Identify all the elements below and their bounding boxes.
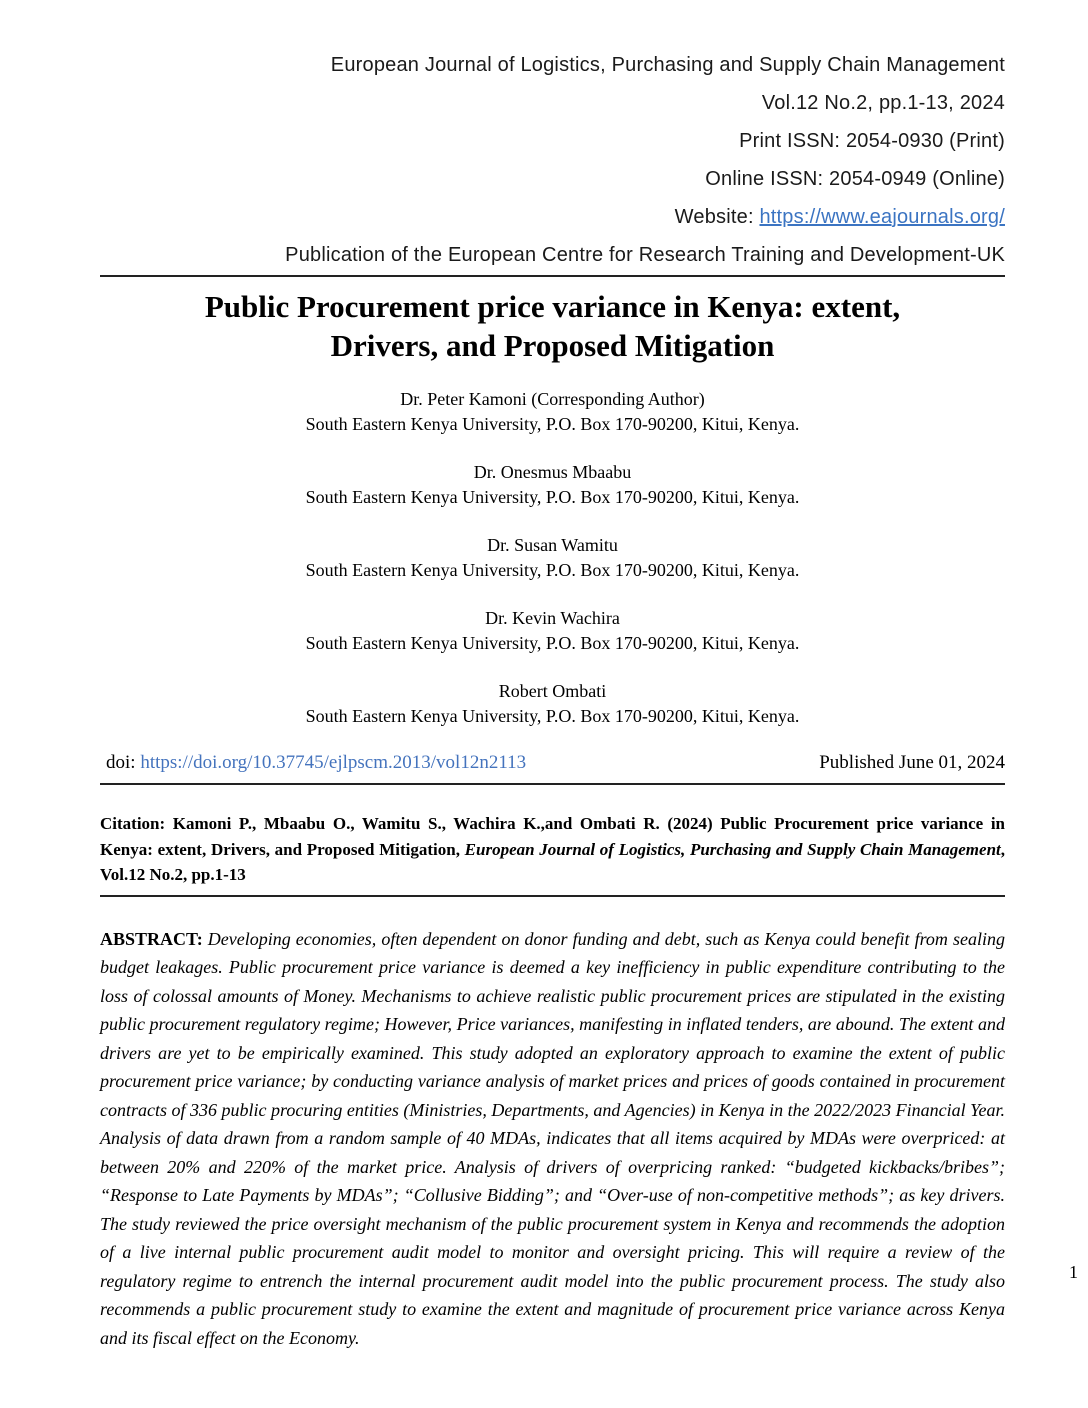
page-container <box>100 0 1005 1408</box>
author-block <box>100 387 1005 436</box>
page-number: 1 <box>1069 1262 1078 1282</box>
print-issn: Print ISSN: 2054-0930 (Print) <box>739 130 1005 152</box>
author-affiliation: South Eastern Kenya University, P.O. Box 170-90200, Kitui, Kenya. <box>305 632 800 653</box>
title-line-1: Public Procurement price variance in Kenya: extent, <box>204 289 901 324</box>
abstract-body: Developing economies, often dependent on donor funding and debt, such as Kenya could benefit from sealing budget leakages. Public procurement price variance is deemed a key inefficiency in public expenditure contributing to the loss of colossal amounts of Money. Mechanisms to achieve realistic public procurement prices are stipulated in the existing public procurement regulatory regime; However, Price variances, manifesting in inflated tenders, are abound. The extent and drivers are yet to be empirically examined. This study adopted an exploratory approach to examine the extent of public procurement price variance; by conducting variance analysis of market prices and prices of goods contained in procurement contracts of 336 public procuring entities (Ministries, Departments, and Agencies) in Kenya in the 2022/2023 Financial Year. Analysis of data drawn from a random sample of 40 MDAs, indicates that all items acquired by MDAs were overpriced: at between 20% and 220% of the market price. Analysis of drivers of overpricing ranked: “budgeted kickbacks/bribes”; “Response to Late Payments by MDAs”; “Collusive Bidding”; and “Over-use of non-competitive methods”; as key drivers. The study reviewed the price oversight mechanism of the public procurement system in Kenya and recommends the adoption of a live internal public procurement audit model to monitor and oversight pricing. This will require a review of the regulatory regime to entrench the internal procurement audit model into the public procurement process. The study also recommends a public procurement study to examine the extent and magnitude of procurement price variance across Kenya and its fiscal effect on the Economy. <box>100 928 1005 1348</box>
author-block <box>100 679 1005 728</box>
doi-row <box>100 752 1005 785</box>
author-name: Dr. Onesmus Mbaabu <box>473 462 632 482</box>
author-name: Dr. Kevin Wachira <box>485 608 620 628</box>
author-list <box>100 387 1005 728</box>
author-name: Robert Ombati <box>498 681 607 701</box>
author-affiliation: South Eastern Kenya University, P.O. Box 170-90200, Kitui, Kenya. <box>305 559 800 580</box>
website-link[interactable]: https://www.eajournals.org/ <box>759 206 1005 228</box>
published-date: Published June 01, 2024 <box>819 752 1005 773</box>
journal-volume: Vol.12 No.2, pp.1-13, 2024 <box>761 92 1005 114</box>
abstract <box>100 925 1005 1353</box>
author-affiliation: South Eastern Kenya University, P.O. Box 170-90200, Kitui, Kenya. <box>305 413 800 434</box>
abstract-label: ABSTRACT: <box>100 928 203 949</box>
citation <box>100 811 1005 897</box>
website-line <box>100 198 1005 236</box>
online-issn: Online ISSN: 2054-0949 (Online) <box>705 168 1005 190</box>
citation-text: Citation: Kamoni P., Mbaabu O., Wamitu S., Wachira K.,and Ombati R. (2024) Public Procurement price variance in Kenya: extent, Drivers, and Proposed Mitigation, <box>100 814 1005 859</box>
journal-masthead <box>100 0 1005 277</box>
doi-line <box>106 752 526 774</box>
title-line-2: Drivers, and Proposed Mitigation <box>330 328 775 363</box>
page-title <box>100 287 1005 365</box>
author-name: Dr. Peter Kamoni (Corresponding Author) <box>400 389 705 409</box>
author-block <box>100 533 1005 582</box>
website-label: Website: <box>674 206 760 228</box>
author-name: Dr. Susan Wamitu <box>487 535 618 555</box>
author-block <box>100 606 1005 655</box>
author-affiliation: South Eastern Kenya University, P.O. Box 170-90200, Kitui, Kenya. <box>305 486 800 507</box>
journal-title: European Journal of Logistics, Purchasing and Supply Chain Management <box>330 54 1005 76</box>
doi-label: doi: <box>106 752 141 773</box>
author-affiliation: South Eastern Kenya University, P.O. Box 170-90200, Kitui, Kenya. <box>305 705 800 726</box>
citation-volume: , Vol.12 No.2, pp.1-13 <box>100 839 1005 884</box>
author-block <box>100 460 1005 509</box>
publication-note: Publication of the European Centre for Research Training and Development-UK <box>100 236 1005 277</box>
citation-journal-name: European Journal of Logistics, Purchasing and Supply Chain Management <box>464 839 1001 859</box>
doi-link[interactable]: https://doi.org/10.37745/ejlpscm.2013/vol12n2113 <box>140 752 527 773</box>
